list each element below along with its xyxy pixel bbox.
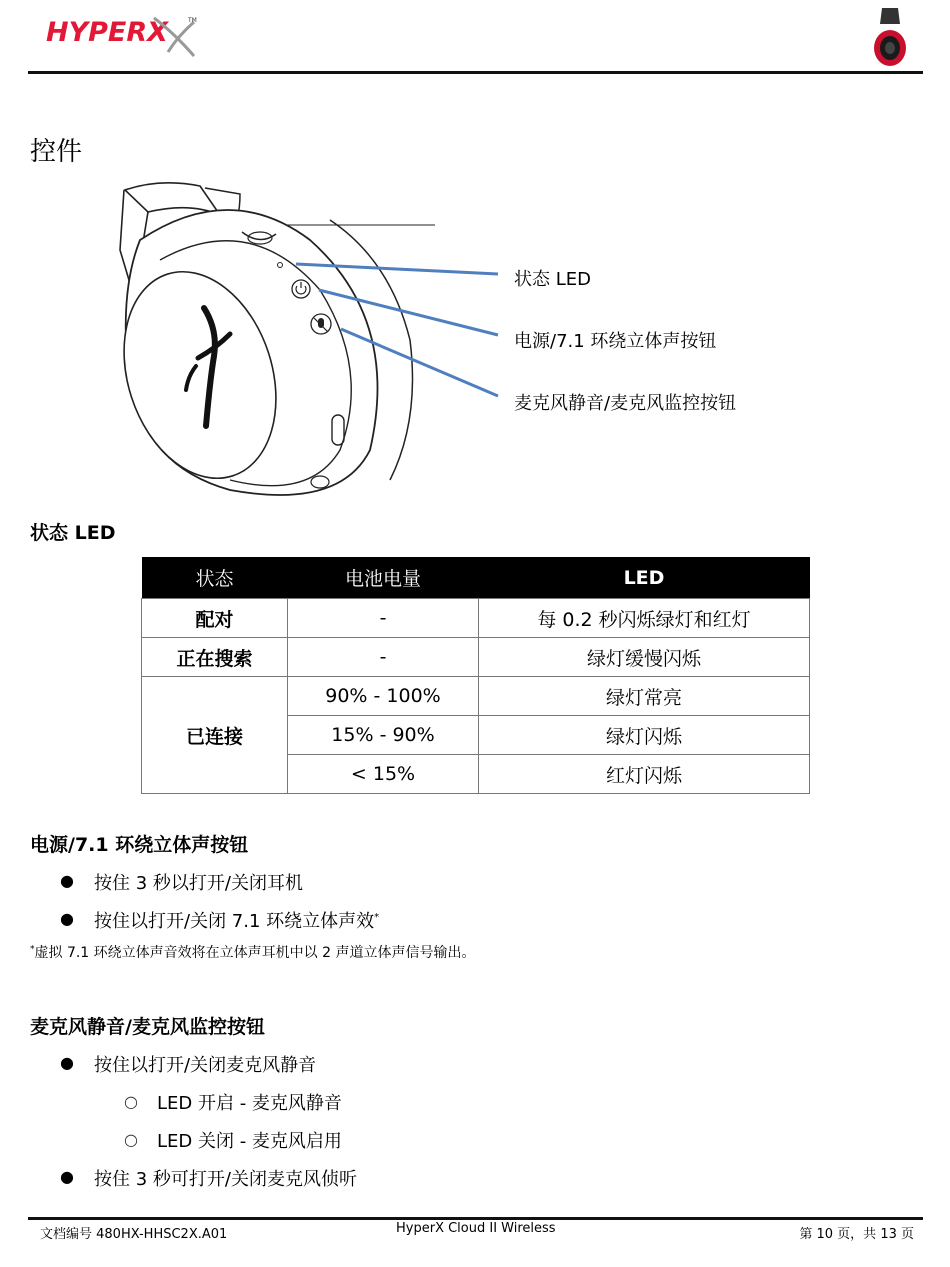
table-row bbox=[142, 599, 810, 638]
led-cell: 绿灯常亮 bbox=[479, 677, 810, 716]
battery-cell: - bbox=[288, 599, 479, 638]
led-cell: 绿灯缓慢闪烁 bbox=[479, 638, 810, 677]
callout-status-led: 状态 LED bbox=[514, 269, 591, 290]
callout-power-button: 电源/7.1 环绕立体声按钮 bbox=[514, 331, 717, 352]
sub-list-item: LED 关闭 - 麦克风启用 bbox=[157, 1131, 342, 1152]
svg-text:TM: TM bbox=[188, 17, 197, 24]
status-led-table bbox=[141, 557, 810, 794]
footer-product: HyperX Cloud II Wireless bbox=[396, 1221, 556, 1236]
sub-list-item: LED 开启 - 麦克风静音 bbox=[157, 1093, 342, 1114]
power-section-heading: 电源/7.1 环绕立体声按钮 bbox=[30, 834, 249, 856]
list-item: 按住 3 秒可打开/关闭麦克风侦听 bbox=[94, 1169, 357, 1190]
battery-cell: < 15% bbox=[288, 755, 479, 794]
sub-bullet-icon: ○ bbox=[124, 1130, 138, 1149]
state-cell: 配对 bbox=[142, 599, 288, 638]
col-header-state: 状态 bbox=[142, 557, 288, 599]
led-cell: 每 0.2 秒闪烁绿灯和红灯 bbox=[479, 599, 810, 638]
state-cell: 已连接 bbox=[142, 677, 288, 794]
led-cell: 红灯闪烁 bbox=[479, 755, 810, 794]
sub-bullet-icon: ○ bbox=[124, 1092, 138, 1111]
state-cell: 正在搜索 bbox=[142, 638, 288, 677]
power-leader bbox=[319, 290, 498, 335]
battery-cell: - bbox=[288, 638, 479, 677]
footnote-superscript: * bbox=[374, 912, 380, 923]
footer-rule bbox=[28, 1217, 923, 1220]
col-header-battery: 电池电量 bbox=[288, 557, 479, 599]
list-item-text: 按住以打开/关闭 7.1 环绕立体声效 bbox=[94, 911, 375, 932]
battery-cell: 15% - 90% bbox=[288, 716, 479, 755]
col-header-led: LED bbox=[479, 557, 810, 599]
bullet-icon: ● bbox=[60, 871, 74, 890]
bullet-icon: ● bbox=[60, 909, 74, 928]
led-cell: 绿灯闪烁 bbox=[479, 716, 810, 755]
footnote-mark: * bbox=[30, 944, 35, 955]
mic-section-heading: 麦克风静音/麦克风监控按钮 bbox=[30, 1016, 265, 1038]
mic-leader bbox=[341, 329, 498, 396]
bullet-icon: ● bbox=[60, 1053, 74, 1072]
footer-page-number: 第 10 页，共 13 页 bbox=[799, 1227, 914, 1242]
list-item: 按住 3 秒以打开/关闭耳机 bbox=[94, 873, 303, 894]
callout-mic-button: 麦克风静音/麦克风监控按钮 bbox=[514, 393, 737, 414]
status-led-leader bbox=[296, 264, 498, 274]
footnote-text: 虚拟 7.1 环绕立体声音效将在立体声耳机中以 2 声道立体声信号输出。 bbox=[34, 945, 476, 961]
table-header-row bbox=[142, 557, 810, 599]
status-led-heading: 状态 LED bbox=[30, 522, 116, 544]
list-item bbox=[94, 907, 379, 933]
list-item: 按住以打开/关闭麦克风静音 bbox=[94, 1055, 317, 1076]
bullet-icon: ● bbox=[60, 1167, 74, 1186]
table-row bbox=[142, 638, 810, 677]
footer-doc-number: 文档编号 480HX-HHSC2X.A01 bbox=[40, 1227, 228, 1242]
page-title: 控件 bbox=[30, 137, 83, 167]
footnote bbox=[30, 942, 475, 962]
table-row bbox=[142, 677, 810, 716]
logo-wordmark: HYPERX bbox=[46, 17, 168, 48]
callout-lines bbox=[0, 0, 950, 500]
battery-cell: 90% - 100% bbox=[288, 677, 479, 716]
